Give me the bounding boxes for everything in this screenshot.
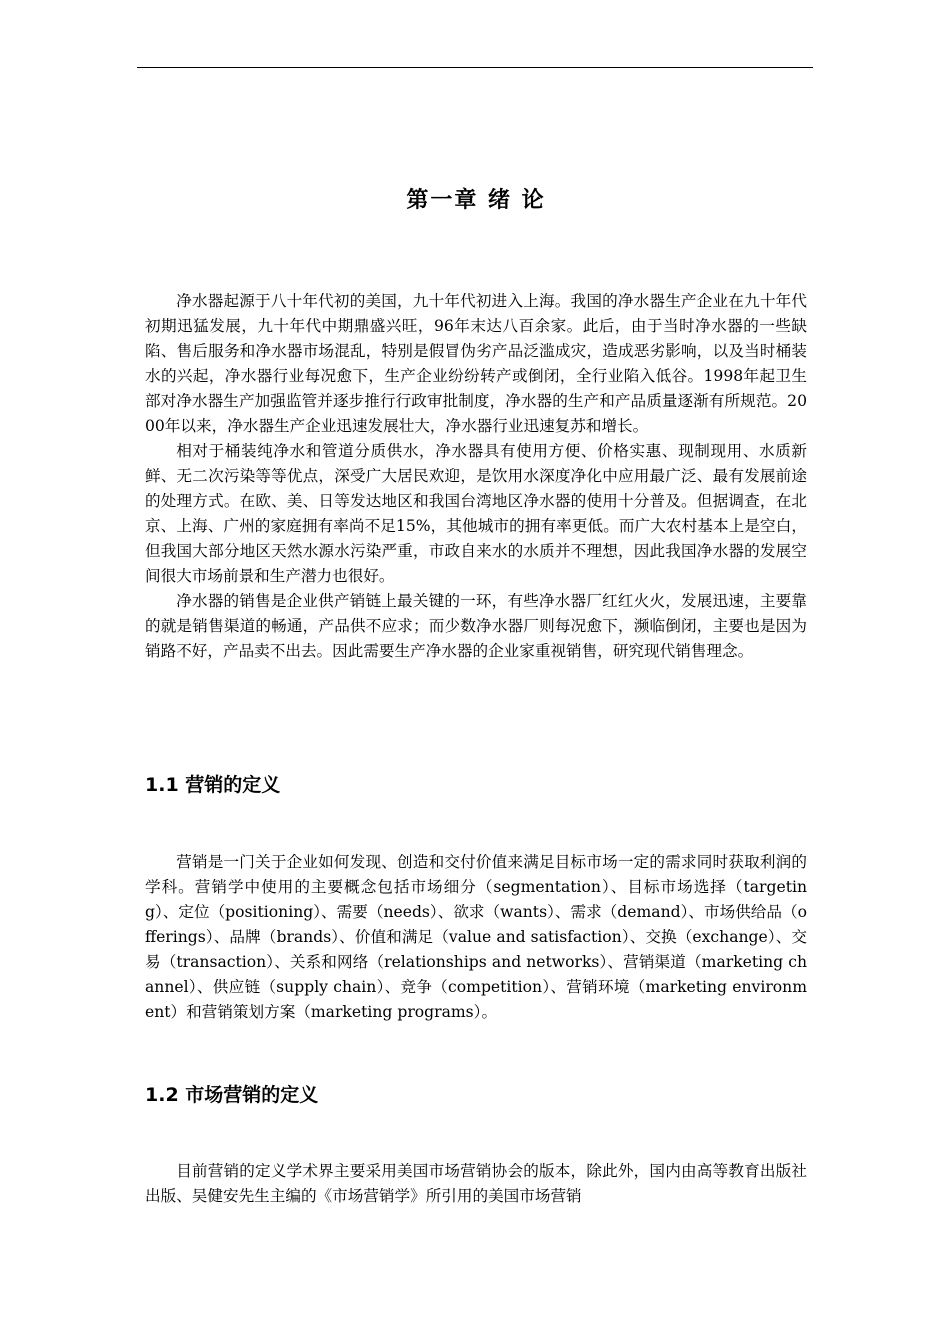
chapter-title: 第一章 绪 论	[406, 188, 546, 213]
section-1-1-paragraph: 营销是一门关于企业如何发现、创造和交付价值来满足目标市场一定的需求同时获取利润的学科。营销学中使用的主要概念包括市场细分（segmentation）、目标市场选择（targeting）、定位（positioning）、需要（needs）、欲求（wants）、需求（demand）、市场供给品（offerings）、品牌（brands）、价值和满足（value and satisfaction）、交换（exchange）、交易（transaction）、关系和网络（relationships and networks）、营销渠道（marketing channel）、供应链（supply chain）、竞争（competition）、营销环境（marketing environment）和营销策划方案（marketing programs）。	[145, 853, 807, 1021]
intro-paragraph-2: 相对于桶装纯净水和管道分质供水，净水器具有使用方便、价格实惠、现制现用、水质新鲜、无二次污染等等优点，深受广大居民欢迎，是饮用水深度净化中应用最广泛、最有发展前途的处理方式。在欧、美、日等发达地区和我国台湾地区净水器的使用十分普及。但据调查，在北京、上海、广州的家庭拥有率尚不足15%，其他城市的拥有率更低。而广大农村基本上是空白，但我国大部分地区天然水源水污染严重，市政自来水的水质并不理想，因此我国净水器的发展空间很大市场前景和生产潜力也很好。	[145, 442, 807, 585]
intro-paragraph-3: 净水器的销售是企业供产销链上最关键的一环，有些净水器厂红红火火，发展迅速，主要靠的就是销售渠道的畅通，产品供不应求；而少数净水器厂则每况愈下，濒临倒闭，主要也是因为销路不好，产品卖不出去。因此需要生产净水器的企业家重视销售，研究现代销售理念。	[145, 592, 807, 660]
section-heading-1-1: 1.1 营销的定义	[145, 774, 281, 796]
section-1-2-body	[145, 1159, 807, 1209]
intro-section	[145, 289, 807, 664]
section-heading-1-2: 1.2 市场营销的定义	[145, 1084, 319, 1106]
section-1-1-body	[145, 850, 807, 1025]
section-1-2-paragraph: 目前营销的定义学术界主要采用美国市场营销协会的版本，除此外，国内由高等教育出版社出版、吴健安先生主编的《市场营销学》所引用的美国市场营销	[145, 1162, 807, 1205]
intro-paragraph-1: 净水器起源于八十年代初的美国，九十年代初进入上海。我国的净水器生产企业在九十年代初期迅猛发展，九十年代中期鼎盛兴旺，96年末达八百余家。此后，由于当时净水器的一些缺陷、售后服务和净水器市场混乱，特别是假冒伪劣产品泛滥成灾，造成恶劣影响，以及当时桶装水的兴起，净水器行业每况愈下，生产企业纷纷转产或倒闭，全行业陷入低谷。1998年起卫生部对净水器生产加强监管并逐步推行行政审批制度，净水器的生产和产品质量逐渐有所规范。2000年以来，净水器生产企业迅速发展壮大，净水器行业迅速复苏和增长。	[145, 292, 807, 435]
header-rule	[137, 67, 813, 68]
